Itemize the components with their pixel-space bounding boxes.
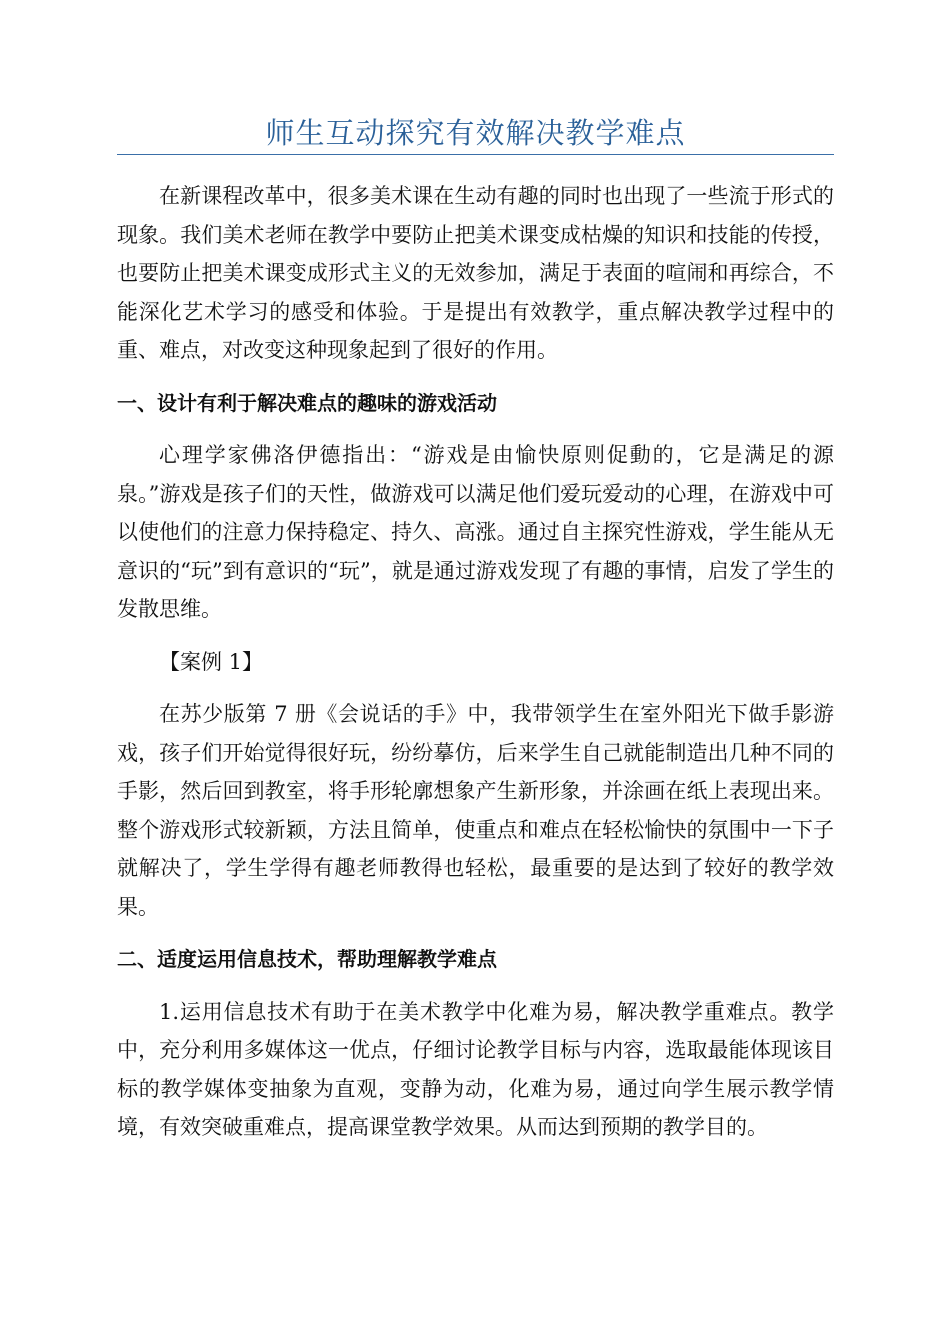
intro-paragraph: 在新课程改革中，很多美术课在生动有趣的同时也出现了一些流于形式的现象。我们美术老师在教学中要防止把美术课变成枯燥的知识和技能的传授，也要防止把美术课变成形式主义的无效参加，满足于表面的喧闹和再综合，不能深化艺术学习的感受和体验。于是提出有效教学，重点解决教学过程中的重、难点，对改变这种现象起到了很好的作用。	[117, 184, 834, 362]
section-2-point-1-paragraph: 1.运用信息技术有助于在美术教学中化难为易，解决教学重难点。教学中，充分利用多媒体这一优点，仔细讨论教学目标与内容，选取最能体现该目标的教学媒体变抽象为直观，变静为动，化难为易，通过向学生展示教学情境，有效突破重难点，提高课堂教学效果。从而达到预期的教学目的。	[117, 999, 834, 1139]
section-1-heading: 一、设计有利于解决难点的趣味的游戏活动	[117, 390, 497, 415]
case-1-paragraph: 在苏少版第 7 册《会说话的手》中，我带领学生在室外阳光下做手影游戏，孩子们开始觉得很好玩，纷纷摹仿，后来学生自己就能制造出几种不同的手影，然后回到教室，将手形轮廓想象产生新形象，并涂画在纸上表现出来。整个游戏形式较新颖，方法且简单，使重点和难点在轻松愉快的氛围中一下子就解决了，学生学得有趣老师教得也轻松，最重要的是达到了较好的教学效果。	[117, 702, 834, 919]
case-1-label: 【案例 1】	[159, 649, 264, 674]
document-title: 师生互动探究有效解决教学难点	[265, 116, 686, 150]
document-body	[117, 177, 834, 1147]
section-1-intro-paragraph: 心理学家佛洛伊德指出：“游戏是由愉快原则促動的，它是满足的源泉。”游戏是孩子们的天性，做游戏可以满足他们爱玩爱动的心理，在游戏中可以使他们的注意力保持稳定、持久、高涨。通过自主探究性游戏，学生能从无意识的“玩”到有意识的“玩”，就是通过游戏发现了有趣的事情，启发了学生的发散思维。	[117, 443, 834, 621]
title-underline	[117, 154, 834, 155]
section-2-heading: 二、适度运用信息技术，帮助理解教学难点	[117, 947, 497, 971]
